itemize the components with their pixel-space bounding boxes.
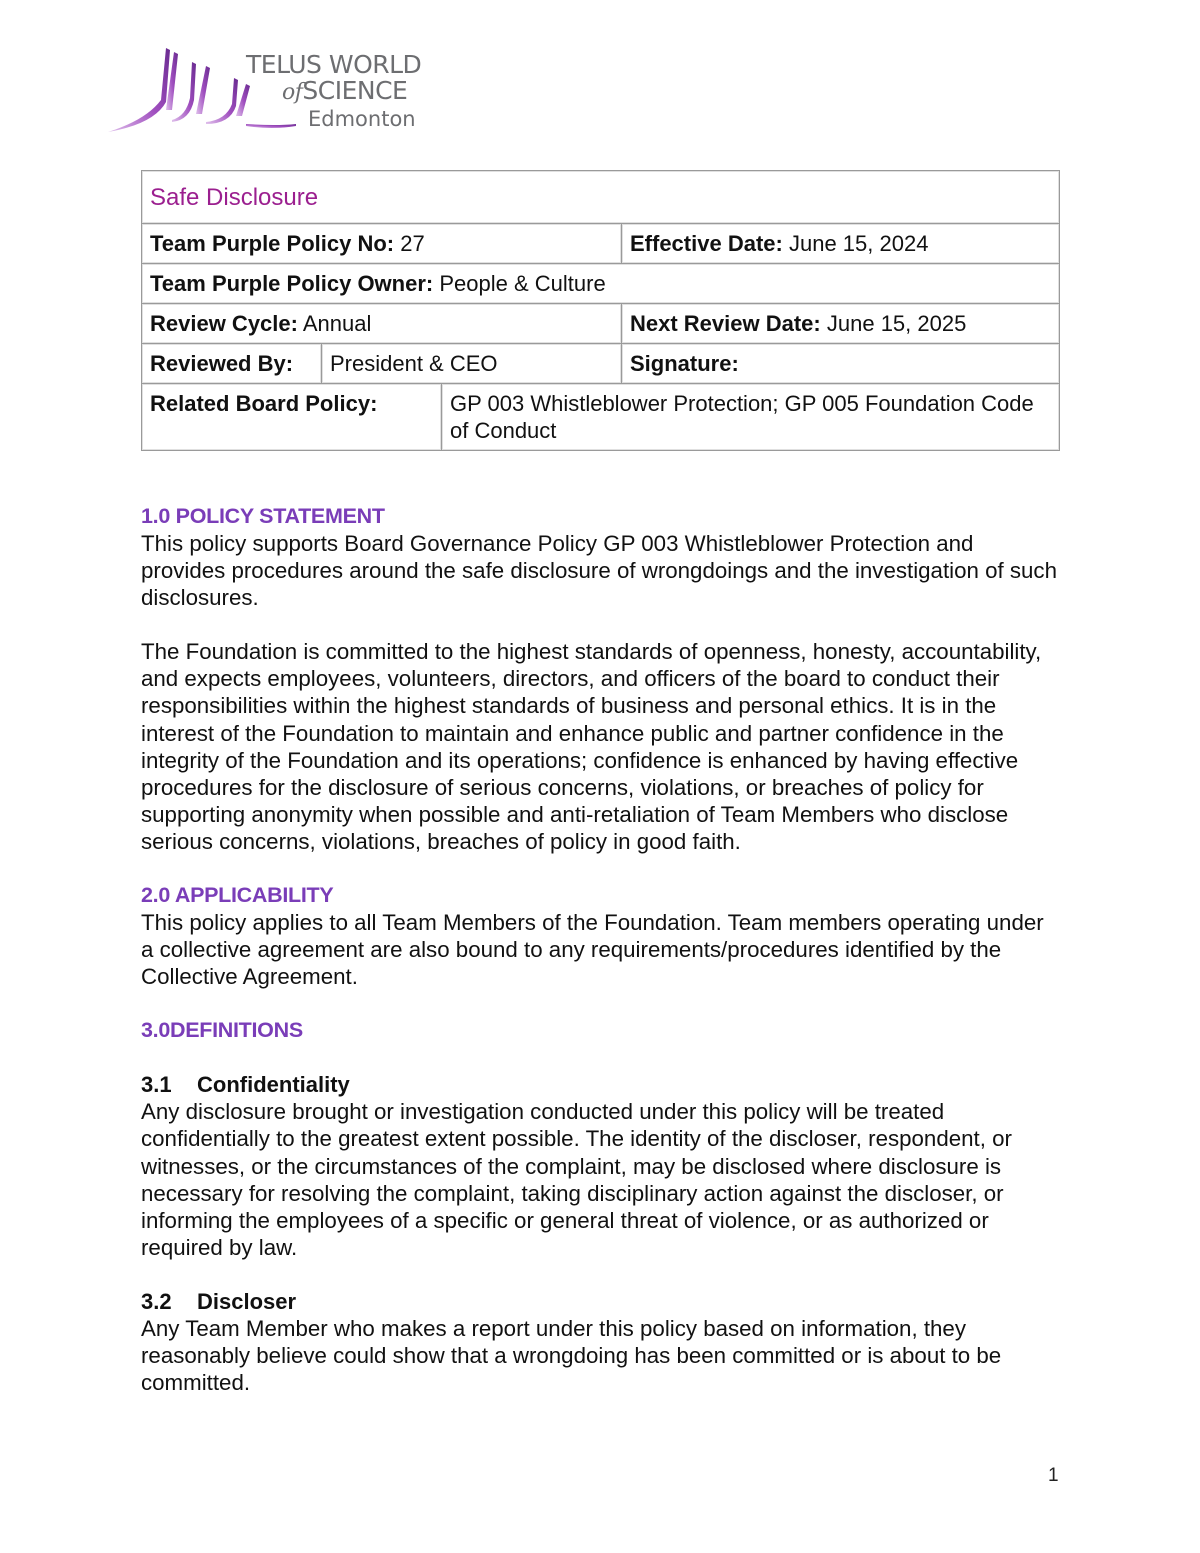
reviewed-by-label: Reviewed By:: [150, 351, 294, 376]
effective-date-value: June 15, 2024: [788, 231, 929, 256]
logo-wordmark: [246, 52, 421, 132]
section-3-2-heading: [141, 1288, 1061, 1315]
effective-date-label: Effective Date:: [630, 231, 783, 256]
section-1-heading: 1.0 POLICY STATEMENT: [141, 504, 385, 528]
logo-line-of-science: [246, 78, 421, 106]
section-3-2-number: 3.2: [141, 1288, 172, 1314]
signature-label: Signature:: [630, 351, 739, 376]
section-2-heading: 2.0 APPLICABILITY: [141, 883, 334, 908]
logo-science: SCIENCE: [302, 76, 408, 105]
review-cycle-value: Annual: [302, 311, 372, 336]
next-review-value: June 15, 2025: [826, 311, 967, 336]
page-number: 1: [1048, 1465, 1059, 1486]
review-cycle-cell: [142, 304, 622, 344]
policy-owner-cell: [142, 264, 1060, 304]
next-review-label: Next Review Date:: [630, 311, 821, 336]
section-3-2-title: Discloser: [197, 1288, 297, 1314]
policy-number-label: Team Purple Policy No:: [150, 231, 395, 256]
board-policy-value: GP 003 Whistleblower Protection; GP 005 Foundation Code of Conduct: [442, 384, 1060, 451]
review-cycle-label: Review Cycle:: [150, 311, 298, 336]
section-3-1-number: 3.1: [141, 1072, 172, 1098]
section-3-1-title: Confidentiality: [197, 1072, 350, 1098]
section-3-1-heading: [141, 1071, 1061, 1098]
effective-date-cell: [622, 224, 1060, 264]
policy-number-cell: [142, 224, 622, 264]
reviewed-by-label-cell: [142, 344, 322, 384]
logo-line-edmonton: Edmonton: [308, 107, 416, 131]
section-1-paragraph-2: The Foundation is committed to the highest standards of openness, honesty, accountability, and expects employees, volunteers, directors, and officers of the board to conduct their responsibilities within the highest standards of business and personal ethics. It is in the interest of the Foundation to maintain and enhance public and partner confidence in the integrity of the Foundation and its operations; confidence is enhanced by having effective procedures for the disclosure of serious concerns, violations, or breaches of policy for supporting anonymity when possible and anti-retaliation of Team Members who disclose serious concerns, violations, breaches of policy in good faith.: [141, 639, 1042, 854]
policy-body: [141, 503, 1061, 1396]
logo-line-telus-world: TELUS WORLD: [246, 50, 422, 79]
board-policy-label: Related Board Policy:: [150, 391, 378, 416]
signature-cell: [622, 344, 1060, 384]
next-review-cell: [622, 304, 1060, 344]
section-2-paragraph: This policy applies to all Team Members of the Foundation. Team members operating under a collective agreement are also bound to any requirements/procedures identified by the Collective Agreement.: [141, 910, 1044, 990]
policy-metadata-table: [141, 170, 1060, 451]
policy-title: Safe Disclosure: [142, 171, 1060, 224]
policy-number-value: 27: [400, 231, 425, 256]
policy-owner-label: Team Purple Policy Owner:: [150, 271, 434, 296]
section-3-1-paragraph: Any disclosure brought or investigation conducted under this policy will be treated confidentially to the greatest extent possible. The identity of the discloser, respondent, or witnesses, or the circumstances of the complaint, may be disclosed where disclosure is necessary for resolving the complaint, taking disciplinary action against the discloser, or informing the employees of a specific or general threat of violence, or as authorized or required by law.: [141, 1099, 1012, 1260]
board-policy-label-cell: [142, 384, 442, 451]
reviewed-by-value: President & CEO: [322, 344, 622, 384]
section-3-heading: 3.0DEFINITIONS: [141, 1018, 303, 1043]
section-3-2-paragraph: Any Team Member who makes a report under this policy based on information, they reasonably believe could show that a wrongdoing has been committed or is about to be committed.: [141, 1315, 1002, 1396]
policy-owner-value: People & Culture: [439, 271, 606, 296]
section-1-paragraph-1: This policy supports Board Governance Policy GP 003 Whistleblower Protection and provides procedures around the safe disclosure of wrongdoings and the investigation of such disclosures.: [141, 531, 1057, 611]
logo-of: of: [282, 80, 303, 105]
